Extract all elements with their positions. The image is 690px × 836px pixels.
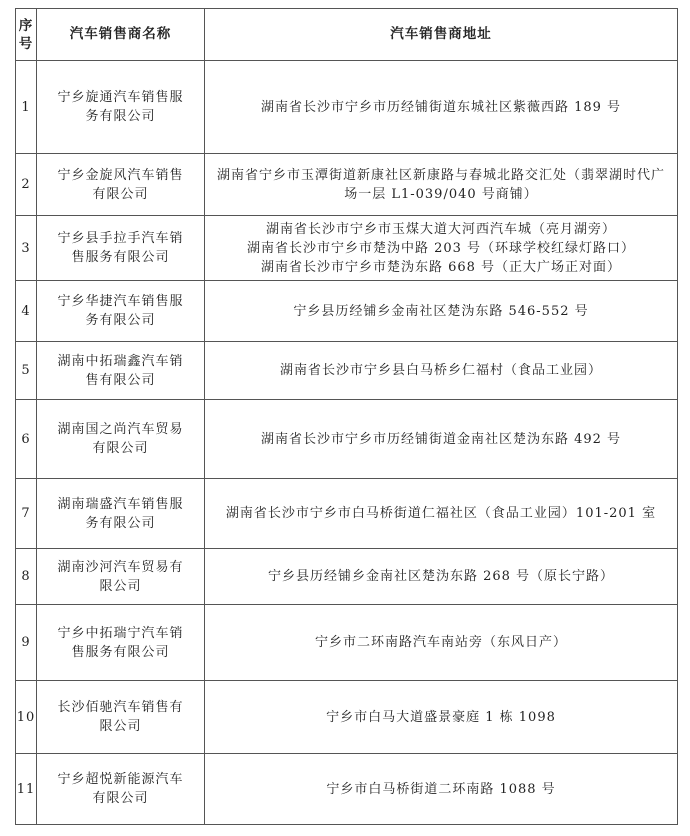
- header-no: 序号: [16, 9, 37, 61]
- dealer-name: 宁乡中拓瑞宁汽车销售服务有限公司: [37, 605, 205, 681]
- address-line: 湖南省长沙市宁乡市楚沩中路 203 号（环球学校红绿灯路口）: [246, 240, 636, 256]
- dealer-table: [15, 8, 678, 825]
- dealer-name: 湖南沙河汽车贸易有限公司: [37, 549, 205, 605]
- address-line: 宁乡县历经铺乡金南社区楚沩东路 268 号（原长宁路）: [267, 569, 615, 584]
- dealer-address: [205, 681, 678, 754]
- address-line: 宁乡市二环南路汽车南站旁（东风日产）: [314, 635, 567, 650]
- dealer-name: 宁乡超悦新能源汽车有限公司: [37, 754, 205, 825]
- table-row: [16, 605, 678, 681]
- row-number: 1: [16, 61, 37, 154]
- dealer-address: [205, 154, 678, 216]
- table-row: [16, 400, 678, 479]
- row-number: 5: [16, 342, 37, 400]
- table-body: [16, 61, 678, 825]
- row-number: 7: [16, 479, 37, 549]
- dealer-address: [205, 605, 678, 681]
- dealer-name: 宁乡旋通汽车销售服务有限公司: [37, 61, 205, 154]
- table-row: [16, 342, 678, 400]
- address-line: 湖南省长沙市宁乡市白马桥街道仁福社区（食品工业园）101-201 室: [225, 506, 657, 521]
- table-row: [16, 216, 678, 281]
- table-row: [16, 479, 678, 549]
- dealer-address: [205, 400, 678, 479]
- row-number: 2: [16, 154, 37, 216]
- dealer-address: [205, 216, 678, 281]
- dealer-address: [205, 61, 678, 154]
- address-line: 宁乡市白马桥街道二环南路 1088 号: [326, 781, 556, 797]
- dealer-name: 宁乡华捷汽车销售服务有限公司: [37, 281, 205, 342]
- dealer-address: [205, 479, 678, 549]
- address-line: 湖南省宁乡市玉潭街道新康社区新康路与春城北路交汇处（翡翠湖时代广场一层 L1-039/040 号商铺）: [216, 167, 665, 202]
- dealer-address: [205, 281, 678, 342]
- dealer-address: [205, 754, 678, 825]
- table-row: [16, 61, 678, 154]
- dealer-address: [205, 342, 678, 400]
- header-name: 汽车销售商名称: [37, 9, 205, 61]
- row-number: 11: [16, 754, 37, 825]
- dealer-name: 宁乡县手拉手汽车销售服务有限公司: [37, 216, 205, 281]
- address-line: 湖南省长沙市宁乡市玉煤大道大河西汽车城（亮月湖旁）: [265, 221, 616, 237]
- row-number: 9: [16, 605, 37, 681]
- address-line: 湖南省长沙市宁乡市历经铺街道金南社区楚沩东路 492 号: [260, 431, 622, 447]
- address-line: 湖南省长沙市宁乡市楚沩东路 668 号（正大广场正对面）: [260, 259, 622, 275]
- table-row: [16, 154, 678, 216]
- row-number: 4: [16, 281, 37, 342]
- row-number: 8: [16, 549, 37, 605]
- table-header-row: [16, 9, 678, 61]
- address-line: 宁乡市白马大道盛景豪庭 1 栋 1098: [326, 709, 556, 725]
- table-row: [16, 681, 678, 754]
- table-row: [16, 754, 678, 825]
- dealer-name: 宁乡金旋风汽车销售有限公司: [37, 154, 205, 216]
- table-row: [16, 549, 678, 605]
- address-line: 宁乡县历经铺乡金南社区楚沩东路 546-552 号: [293, 303, 589, 319]
- row-number: 10: [16, 681, 37, 754]
- dealer-name: 湖南国之尚汽车贸易有限公司: [37, 400, 205, 479]
- address-line: 湖南省长沙市宁乡市历经铺街道东城社区紫薇西路 189 号: [260, 99, 622, 115]
- table-row: [16, 281, 678, 342]
- row-number: 6: [16, 400, 37, 479]
- header-addr: 汽车销售商地址: [205, 9, 678, 61]
- dealer-address: [205, 549, 678, 605]
- address-line: 湖南省长沙市宁乡县白马桥乡仁福村（食品工业园）: [279, 363, 602, 378]
- row-number: 3: [16, 216, 37, 281]
- dealer-name: 湖南瑞盛汽车销售服务有限公司: [37, 479, 205, 549]
- dealer-name: 湖南中拓瑞鑫汽车销售有限公司: [37, 342, 205, 400]
- dealer-name: 长沙佰驰汽车销售有限公司: [37, 681, 205, 754]
